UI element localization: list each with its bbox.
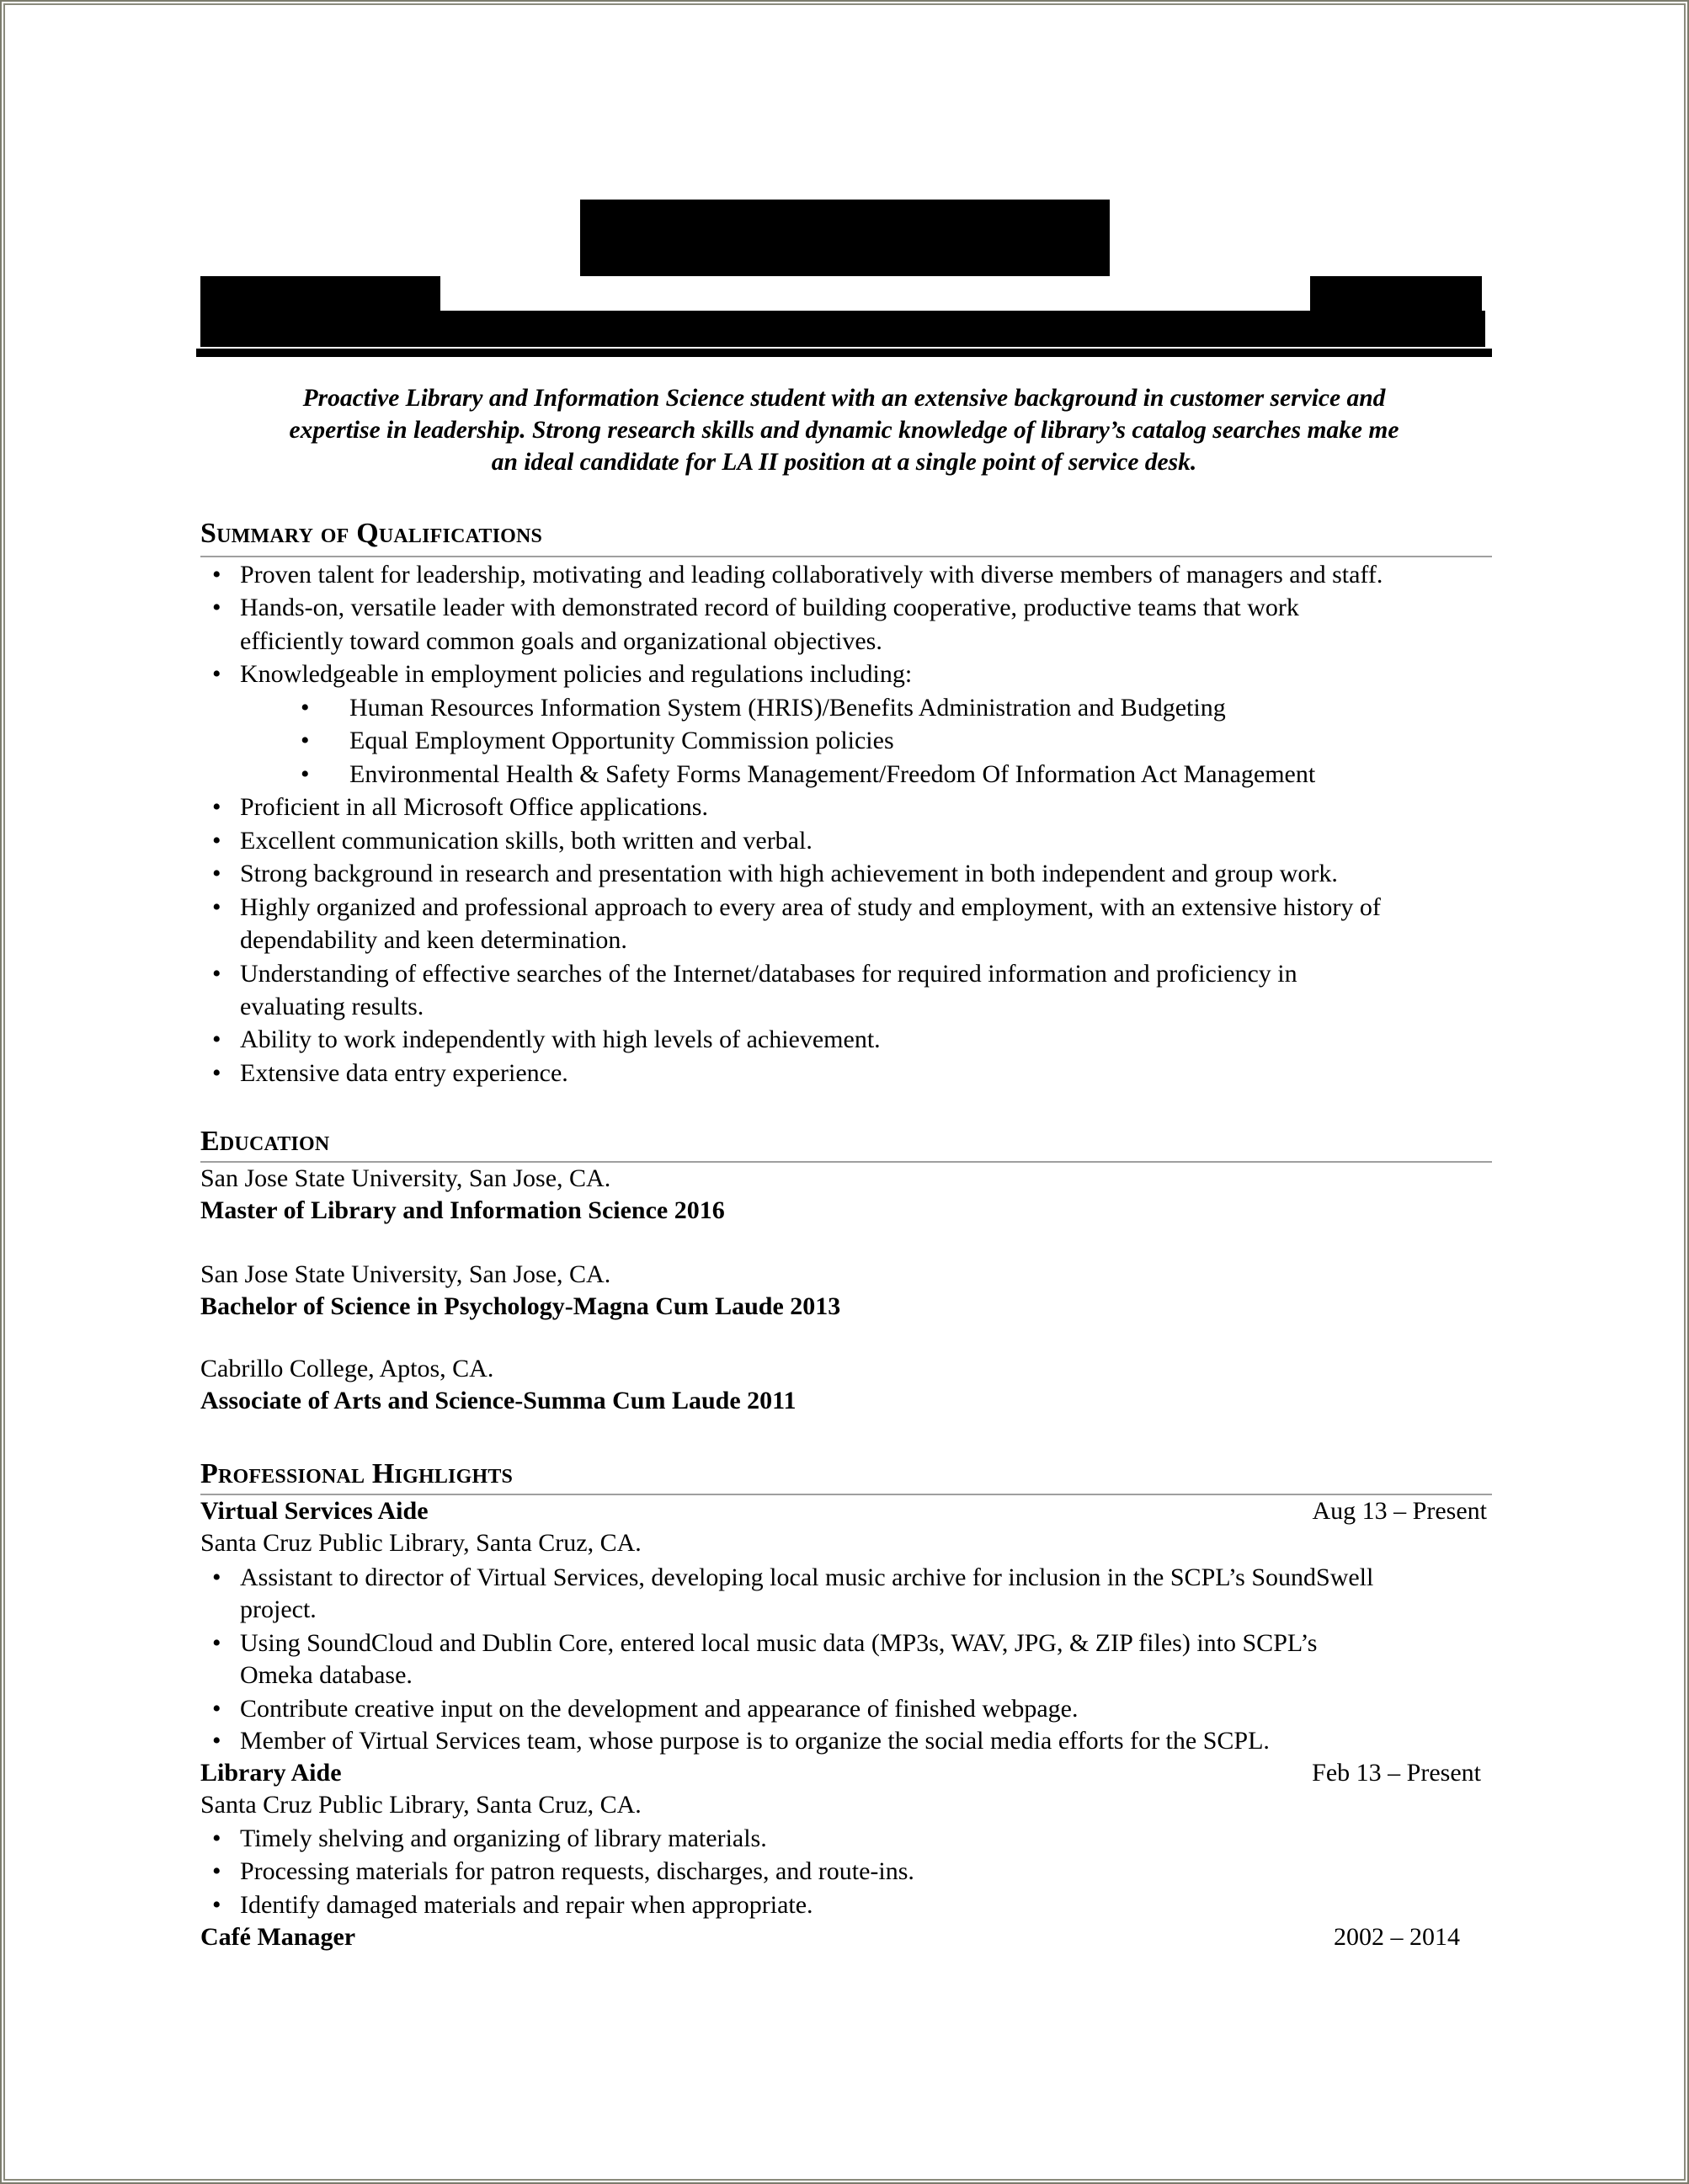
bullet-icon: • (212, 960, 221, 988)
education-degree: Associate of Arts and Science-Summa Cum Laude 2011 (200, 1387, 797, 1414)
job-duty: Member of Virtual Services team, whose purpose is to organize the social media efforts for the SCPL. (240, 1727, 1270, 1755)
bullet-icon: • (212, 660, 221, 688)
section-rule-summary (200, 556, 1492, 557)
bullet-icon: • (301, 760, 310, 788)
education-degree: Master of Library and Information Science 2016 (200, 1196, 725, 1224)
job-title: Library Aide (200, 1759, 342, 1787)
bullet-icon: • (301, 727, 310, 754)
section-heading-summary: Summary of Qualifications (200, 518, 543, 549)
summary-item: Ability to work independently with high levels of achievement. (240, 1025, 881, 1053)
job-dates: Aug 13 – Present (1312, 1497, 1487, 1525)
job-duty: Assistant to director of Virtual Services, developing local music archive for inclusion in the SCPL’s SoundSwell (240, 1563, 1374, 1591)
job-duty: Processing materials for patron requests, discharges, and route-ins. (240, 1857, 914, 1885)
bullet-icon: • (212, 1025, 221, 1053)
bullet-icon: • (212, 793, 221, 821)
job-duty-cont: project. (240, 1595, 317, 1623)
summary-subitem: Human Resources Information System (HRIS)/Benefits Administration and Budgeting (349, 694, 1226, 722)
education-school: San Jose State University, San Jose, CA. (200, 1164, 611, 1192)
summary-item: Extensive data entry experience. (240, 1059, 568, 1087)
job-dates: 2002 – 2014 (1334, 1923, 1460, 1951)
job-duty: Using SoundCloud and Dublin Core, entered local music data (MP3s, WAV, JPG, & ZIP files) into SCPL’s (240, 1629, 1318, 1657)
summary-item-cont: efficiently toward common goals and organizational objectives. (240, 627, 882, 655)
summary-item-cont: dependability and keen determination. (240, 926, 627, 954)
summary-item: Knowledgeable in employment policies and regulations including: (240, 660, 913, 688)
bullet-icon: • (212, 1563, 221, 1591)
job-title: Café Manager (200, 1923, 356, 1951)
bullet-icon: • (301, 694, 310, 722)
job-duty: Contribute creative input on the development and appearance of finished webpage. (240, 1695, 1079, 1723)
redacted-contact-right-block (1310, 276, 1482, 347)
objective-line-1: Proactive Library and Information Science student with an extensive background in customer service and (302, 385, 1386, 412)
bullet-icon: • (212, 1629, 221, 1657)
bullet-icon: • (212, 594, 221, 621)
objective-line-2: expertise in leadership. Strong research skills and dynamic knowledge of library’s catalog searches make me (289, 417, 1399, 444)
section-rule-education (200, 1161, 1492, 1163)
bullet-icon: • (212, 561, 221, 589)
job-org: Santa Cruz Public Library, Santa Cruz, CA. (200, 1791, 642, 1819)
bullet-icon: • (212, 1695, 221, 1723)
header-thick-rule (196, 349, 1492, 357)
job-title: Virtual Services Aide (200, 1497, 429, 1525)
summary-subitem: Environmental Health & Safety Forms Management/Freedom Of Information Act Management (349, 760, 1316, 788)
job-duty: Identify damaged materials and repair when appropriate. (240, 1891, 813, 1919)
section-heading-education: Education (200, 1126, 330, 1157)
job-duty: Timely shelving and organizing of library materials. (240, 1824, 767, 1852)
section-rule-professional (200, 1494, 1492, 1495)
summary-item: Hands-on, versatile leader with demonstrated record of building cooperative, productive teams that work (240, 594, 1299, 621)
bullet-icon: • (212, 893, 221, 921)
summary-item: Highly organized and professional approach to every area of study and employment, with an extensive history of (240, 893, 1381, 921)
bullet-icon: • (212, 860, 221, 887)
summary-item: Proficient in all Microsoft Office applications. (240, 793, 708, 821)
summary-item: Strong background in research and presentation with high achievement in both independent and group work. (240, 860, 1338, 887)
redacted-name-block (580, 200, 1110, 276)
summary-item-cont: evaluating results. (240, 993, 424, 1020)
summary-item: Understanding of effective searches of the Internet/databases for required information and proficiency in (240, 960, 1297, 988)
objective-line-3: an ideal candidate for LA II position at a single point of service desk. (491, 449, 1197, 476)
summary-subitem: Equal Employment Opportunity Commission policies (349, 727, 894, 754)
bullet-icon: • (212, 1824, 221, 1852)
job-org: Santa Cruz Public Library, Santa Cruz, CA. (200, 1529, 642, 1557)
education-school: San Jose State University, San Jose, CA. (200, 1260, 611, 1288)
education-school: Cabrillo College, Aptos, CA. (200, 1355, 494, 1382)
job-duty-cont: Omeka database. (240, 1661, 413, 1689)
bullet-icon: • (212, 1891, 221, 1919)
redacted-contact-band (200, 311, 1485, 347)
section-heading-professional: Professional Highlights (200, 1458, 514, 1489)
bullet-icon: • (212, 1059, 221, 1087)
bullet-icon: • (212, 827, 221, 855)
bullet-icon: • (212, 1727, 221, 1755)
job-dates: Feb 13 – Present (1312, 1759, 1481, 1787)
summary-item: Excellent communication skills, both written and verbal. (240, 827, 813, 855)
summary-item: Proven talent for leadership, motivating and leading collaboratively with diverse members of managers and staff. (240, 561, 1383, 589)
education-degree: Bachelor of Science in Psychology-Magna Cum Laude 2013 (200, 1292, 841, 1320)
bullet-icon: • (212, 1857, 221, 1885)
